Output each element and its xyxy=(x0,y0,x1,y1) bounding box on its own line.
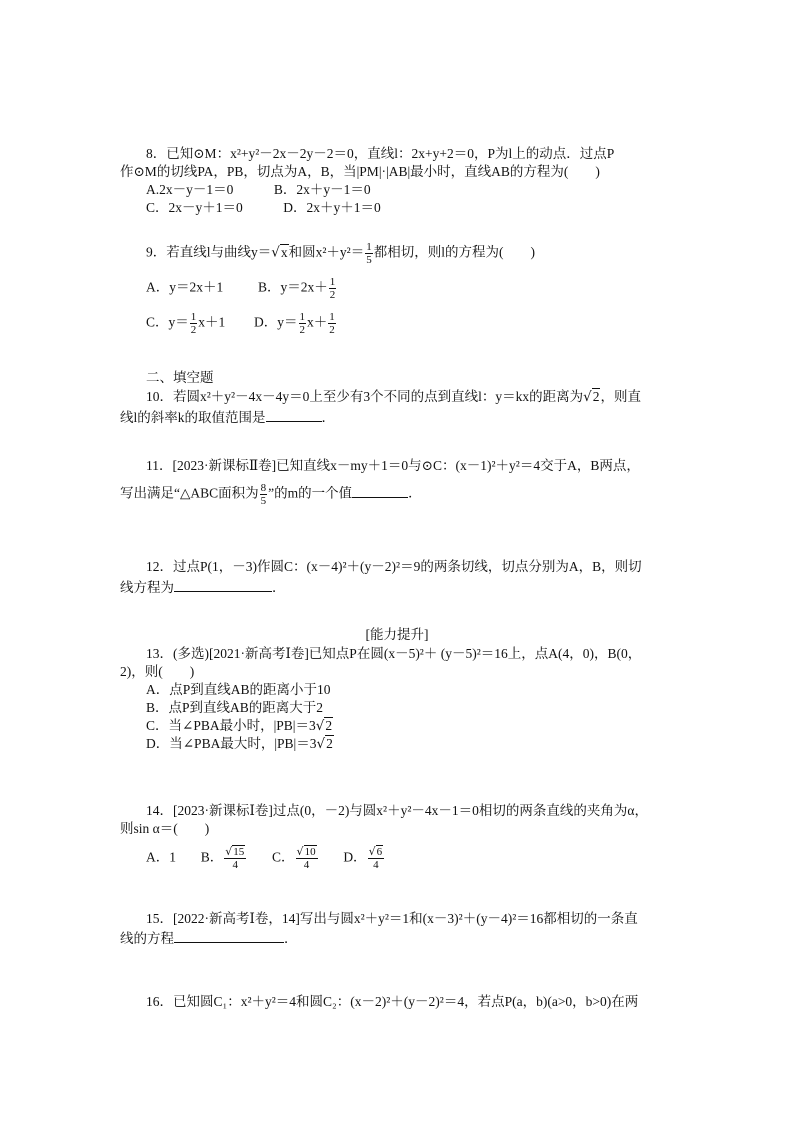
fraction: $\frac{1}{2}$ xyxy=(299,311,306,336)
q8-line2: 作⊙M的切线PA，PB，切点为A，B，当|PM|·|AB|最小时，直线AB的方程为( ) xyxy=(120,164,600,179)
q13-option-a: A．点P到直线AB的距离小于10 xyxy=(146,682,331,697)
q14-options: A．1 B． $\frac{√15}{4}$ C． $\frac{√10}{4}$ D． $\frac{√6}{4}$ xyxy=(146,845,383,871)
q13-option-b: B．点P到直线AB的距离大于2 xyxy=(146,700,324,715)
fraction: $\frac{√6}{4}$ xyxy=(368,845,383,871)
q10-line1: 10．若圆x²＋y²－4x－4y＝0上至少有3个不同的点到直线l：y＝kx的距离为√2，则直 xyxy=(146,389,641,405)
section-ability: [能力提升] xyxy=(365,627,429,642)
q14-line2: 则sin α＝( ) xyxy=(120,821,210,836)
q13-line2: 2)，则( ) xyxy=(120,664,195,679)
q13-line1: 13．(多选)[2021·新高考Ⅰ卷]已知点P在圆(x－5)²＋ (y－5)²＝16上，点A(4，0)，B(0， xyxy=(146,646,642,661)
sqrt-symbol: √ xyxy=(316,736,326,752)
q9-options-cd: C．y＝ $\frac{1}{2}$ x＋1 D．y＝ $\frac{1}{2}$ x＋ $\frac{1}{2}$ xyxy=(146,311,335,336)
q8-line1: 8．已知⊙M：x²+y²－2x－2y－2＝0，直线l：2x+y+2＝0，P为l上的动点．过点P xyxy=(146,146,615,161)
q12-line2: 线方程为 ． xyxy=(120,580,286,595)
answer-blank[interactable] xyxy=(266,408,322,422)
q12-line1: 12．过点P(1，－3)作圆C：(x－4)²＋(y－2)²＝9的两条切线，切点分别为A，B，则切 xyxy=(146,559,642,574)
q13-option-d: D．当∠PBA最大时，|PB|＝3√2 xyxy=(146,736,333,752)
q14-line1: 14．[2023·新课标Ⅰ卷]过点(0，－2)与圆x²＋y²－4x－1＝0相切的两条直线的夹角为α， xyxy=(146,803,648,818)
q8-options-cd: C．2x－y＋1＝0 D．2x＋y＋1＝0 xyxy=(146,200,381,215)
q13-option-c: C．当∠PBA最小时，|PB|＝3√2 xyxy=(146,718,333,734)
fraction: $\frac{√15}{4}$ xyxy=(225,845,245,871)
fraction: $\frac{1}{2}$ xyxy=(329,311,335,336)
sqrt-symbol: √ xyxy=(271,244,280,261)
q10-line2: 线l的斜率k的取值范围是 ． xyxy=(120,410,336,425)
fraction: $\frac{1}{2}$ xyxy=(190,311,197,336)
answer-blank[interactable] xyxy=(174,929,284,943)
sqrt-symbol: √ xyxy=(583,389,592,405)
q9-options-ab: A．y＝2x＋1 B．y＝2x＋ $\frac{1}{2}$ xyxy=(146,276,336,301)
q8-options-ab: A.2x－y－1＝0 B．2x＋y－1＝0 xyxy=(146,182,371,197)
q16-line1: 16．已知圆C₁：x²＋y²＝4和圆C₂：(x－2)²＋(y－2)²＝4，若点P(a，b)(a>0，b>0)在两 xyxy=(146,994,639,1009)
q11-line2: 写出满足“△ABC面积为 $\frac{8}{5}$ ”的m的一个值 ． xyxy=(120,482,422,507)
section-fill-in: 二、填空题 xyxy=(146,370,214,385)
fraction: $\frac{8}{5}$ xyxy=(260,482,267,507)
q15-line2: 线的方程 ． xyxy=(120,931,298,946)
sqrt-symbol: √ xyxy=(315,718,325,734)
fraction: $\frac{1}{5}$ xyxy=(366,241,372,266)
q15-line1: 15．[2022·新高考Ⅰ卷，14]写出与圆x²＋y²＝1和(x－3)²＋(y－4)²＝16都相切的一条直 xyxy=(146,911,638,926)
answer-blank[interactable] xyxy=(352,484,408,498)
q11-line1: 11．[2023·新课标Ⅱ卷]已知直线x－my＋1＝0与⊙C：(x－1)²＋y²＝4交于A，B两点， xyxy=(146,458,640,473)
fraction: $\frac{1}{2}$ xyxy=(329,276,336,301)
q9-stem: 9．若直线l与曲线y＝√x和圆x²＋y²＝ $\frac{1}{5}$ 都相切，则l的方程为( ) xyxy=(146,241,535,266)
fraction: $\frac{√10}{4}$ xyxy=(296,845,316,871)
answer-blank[interactable] xyxy=(174,578,272,592)
